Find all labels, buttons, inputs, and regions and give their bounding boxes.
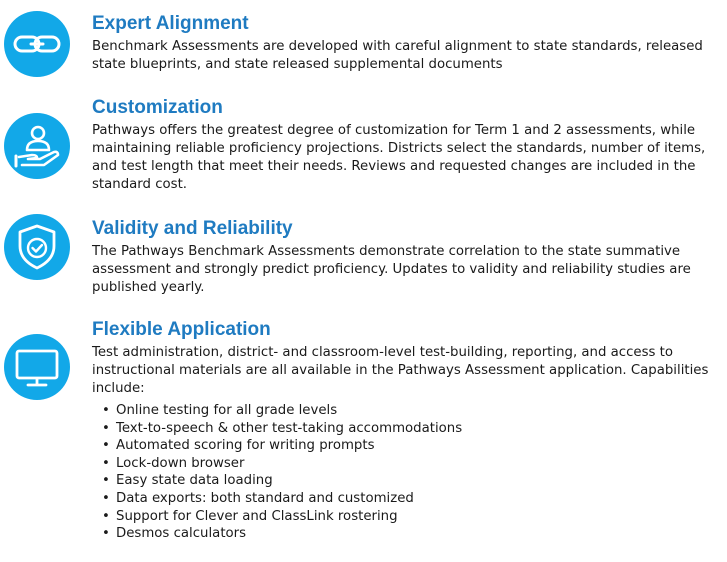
monitor-icon: [4, 334, 70, 400]
feature-description: The Pathways Benchmark Assessments demonstrate correlation to the state summative assessment and strongly predict proficiency. Updates to validity and reliability studies are published yearly.: [92, 244, 691, 295]
feature-content: [92, 217, 712, 297]
list-item: • Data exports: both standard and customized: [102, 490, 414, 506]
capabilities-list: [92, 402, 712, 543]
feature-title: Customization: [92, 97, 223, 118]
list-item: • Easy state data loading: [102, 473, 273, 489]
feature-content: [92, 318, 712, 543]
chain-link-icon: [4, 11, 70, 77]
feature-content: [92, 12, 712, 74]
feature-title: Expert Alignment: [92, 13, 249, 34]
feature-description: Test administration, district- and classroom-level test-building, reporting, and access to instructional materials are all available in the Pathways Assessment application. Capabilities include:: [92, 345, 709, 396]
list-item: • Text-to-speech & other test-taking accommodations: [102, 420, 463, 436]
feature-title: Validity and Reliability: [92, 218, 293, 239]
hand-holding-person-icon: [4, 113, 70, 179]
list-item: • Lock-down browser: [102, 455, 245, 471]
feature-content: [92, 96, 712, 194]
list-item: • Online testing for all grade levels: [102, 403, 338, 418]
list-item: • Automated scoring for writing prompts: [102, 438, 375, 454]
shield-check-icon: [4, 214, 70, 280]
list-item: • Support for Clever and ClassLink rostering: [102, 508, 398, 524]
feature-title: Flexible Application: [92, 319, 271, 340]
feature-description: Pathways offers the greatest degree of customization for Term 1 and 2 assessments, while maintaining reliable proficiency projections. Districts select the standards, number of items, and test length that meet their needs. Reviews and requested changes are included in the standard cost.: [92, 123, 706, 192]
feature-description: Benchmark Assessments are developed with careful alignment to state standards, released state blueprints, and state released supplemental documents: [92, 39, 703, 72]
list-item: • Desmos calculators: [102, 526, 247, 542]
